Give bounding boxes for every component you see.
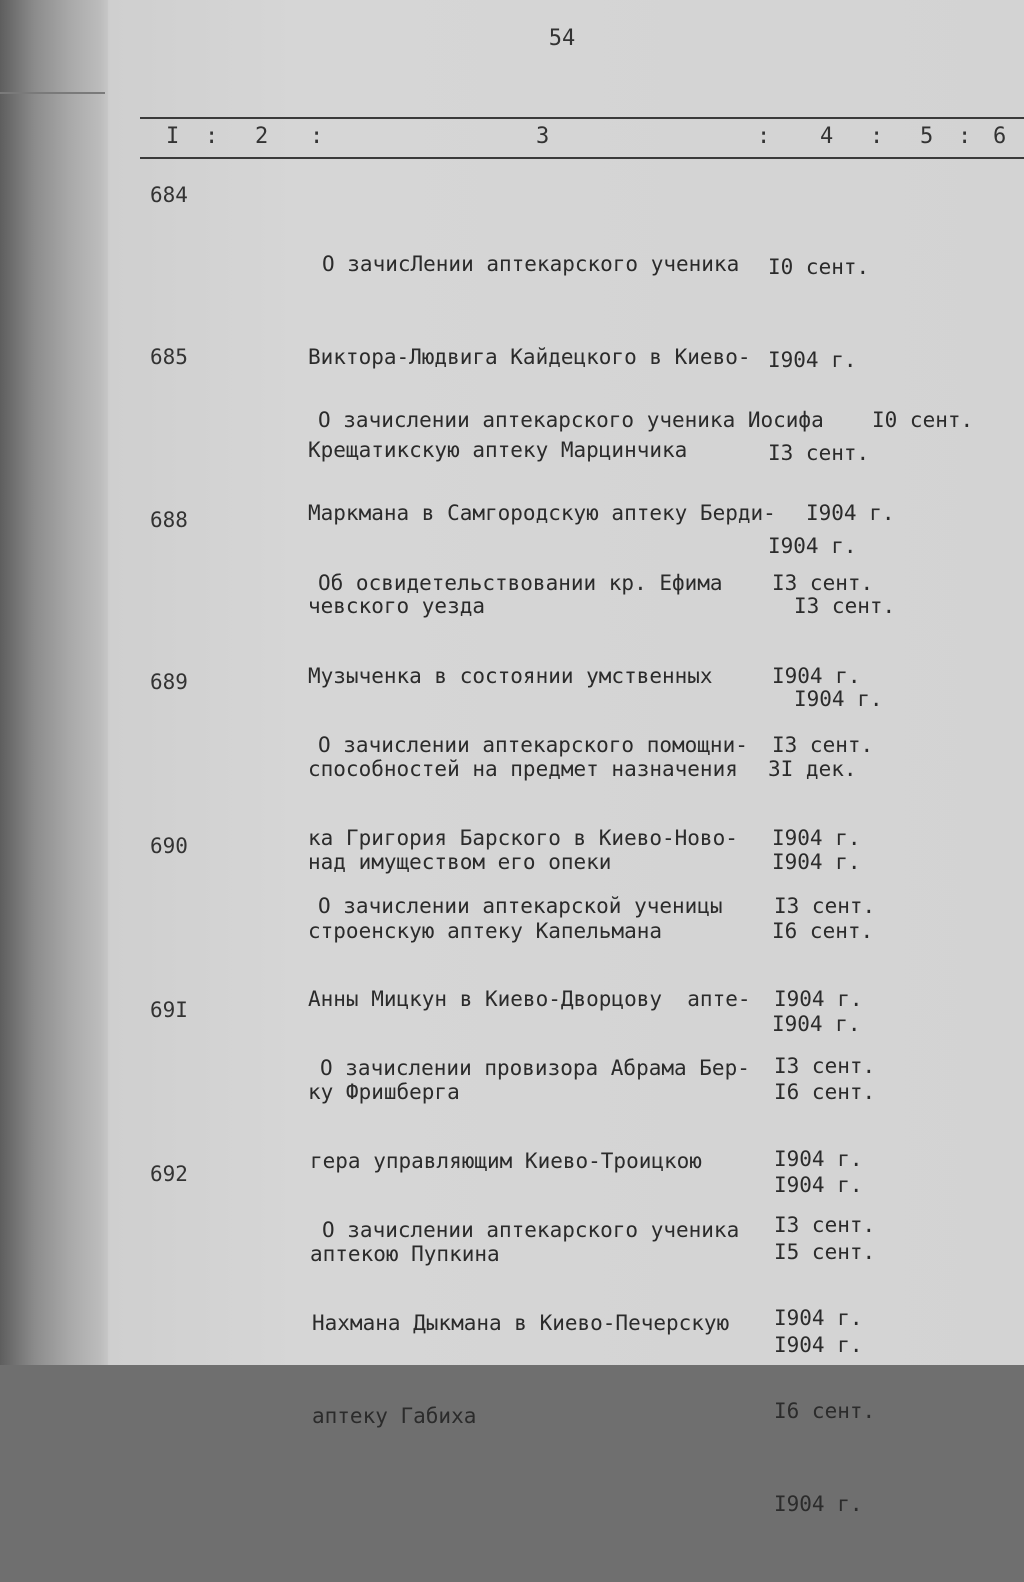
page-number: 54	[548, 26, 576, 51]
entry-text-line: Крещатикскую аптеку Марцинчика	[308, 438, 688, 462]
entry-text	[312, 1153, 740, 1494]
entry-number: 689	[150, 670, 188, 694]
entry-text-line: аптеку Габиха	[312, 1404, 477, 1428]
entry-date-line: I3 сент.	[768, 441, 870, 465]
entry-date-line: 3I дек.	[768, 757, 857, 781]
entry-date-line: I3 сент.	[772, 571, 874, 595]
entry-text-line: О зачислении аптекарского ученика Иосифа	[318, 408, 824, 432]
entry-text-line: О зачислении аптекарского ученика	[322, 1218, 740, 1242]
entry-text-line: Анны Мицкун в Киево-Дворцову апте-	[308, 987, 751, 1011]
entry-date-line: I904 г.	[794, 687, 883, 711]
entry-date-line: I6 сент.	[774, 1080, 876, 1104]
book-spine	[0, 0, 108, 1365]
entry-text-line: Маркмана в Самгородскую аптеку Берди-	[308, 501, 776, 525]
header-rule-bottom	[140, 157, 1024, 159]
entry-text-line: О зачислении аптекарского помощни-	[318, 733, 748, 757]
entry-number: 690	[150, 834, 188, 858]
entry-number: 688	[150, 508, 188, 532]
entry-date-line: I904 г.	[774, 1333, 863, 1357]
entry-date-line: I3 сент.	[774, 1213, 876, 1237]
entry-number: 692	[150, 1162, 188, 1186]
column-header-6: 6	[993, 124, 1007, 149]
entry-date-line: I904 г.	[774, 1306, 863, 1330]
entry-date-line: I904 г.	[768, 534, 857, 558]
entry-text-line: ка Григория Барского в Киево-Ново-	[308, 826, 738, 850]
entry-number: 685	[150, 345, 188, 369]
entry-date-line: I0 сент.	[768, 255, 870, 279]
entry-text-line: О зачислении аптекарской ученицы	[318, 894, 723, 918]
entry-date-line: I3 сент.	[774, 894, 876, 918]
entry-text-line: аптекою Пупкина	[310, 1242, 500, 1266]
column-header-3: 3	[536, 124, 550, 149]
entry-date-line: I904 г.	[774, 987, 863, 1011]
entry-date-line: I0 сент.	[872, 408, 974, 432]
entry-text-line: строенскую аптеку Капельмана	[308, 919, 663, 943]
entry-text-line: чевского уезда	[308, 594, 486, 618]
entry-text-line: Нахмана Дыкмана в Киево-Печерскую	[312, 1311, 730, 1335]
entry-date-line: I6 сент.	[774, 1399, 876, 1423]
entry-date-line: I904 г.	[772, 1012, 861, 1036]
entry-text-line: над имуществом его опеки	[308, 850, 612, 874]
column-separator: :	[870, 124, 884, 149]
entry-date-line: I5 сент.	[774, 1240, 876, 1264]
entry-text-line: Об освидетельствовании кр. Ефима	[318, 571, 723, 595]
entry-text-line: Музыченка в состоянии умственных	[308, 664, 713, 688]
entry-number: 684	[150, 183, 188, 207]
column-separator: :	[757, 124, 771, 149]
column-separator: :	[310, 124, 324, 149]
spine-rule	[0, 92, 105, 94]
column-header-4: 4	[820, 124, 834, 149]
entry-text-line: способностей на предмет назначения	[308, 757, 738, 781]
column-separator: :	[205, 124, 219, 149]
entry-date-line: I6 сент.	[772, 919, 874, 943]
entry-text-line: О зачисЛении аптекарского ученика	[322, 252, 740, 276]
entry-date-line: I904 г.	[774, 1173, 863, 1197]
column-separator: :	[958, 124, 972, 149]
column-header-1: I	[166, 124, 180, 149]
entry-date-line: I904 г.	[774, 1492, 863, 1516]
entry-date-line: I904 г.	[772, 850, 861, 874]
entry-date-line: I904 г.	[768, 348, 857, 372]
column-header-5: 5	[920, 124, 934, 149]
entry-date-line: I904 г.	[772, 664, 861, 688]
entry-date-line: I3 сент.	[774, 1054, 876, 1078]
entry-date-line: I904 г.	[774, 1147, 863, 1171]
entry-text-line: ку Фришберга	[308, 1080, 460, 1104]
entry-number: 69I	[150, 998, 188, 1022]
entry-date-line: I904 г.	[806, 501, 895, 525]
entry-date-line: I3 сент.	[794, 594, 896, 618]
entry-date-line: I904 г.	[772, 826, 861, 850]
entry-date-line: I3 сент.	[772, 733, 874, 757]
entry-text-line: О зачислении провизора Абрама Бер-	[320, 1056, 750, 1080]
column-header-2: 2	[255, 124, 269, 149]
entry-text-line: гера управляющим Киево-Троицкою	[310, 1149, 702, 1173]
header-rule-top	[140, 117, 1024, 119]
entry-dates	[774, 1148, 875, 1582]
entry-text-line: Виктора-Людвига Кайдецкого в Киево-	[308, 345, 751, 369]
